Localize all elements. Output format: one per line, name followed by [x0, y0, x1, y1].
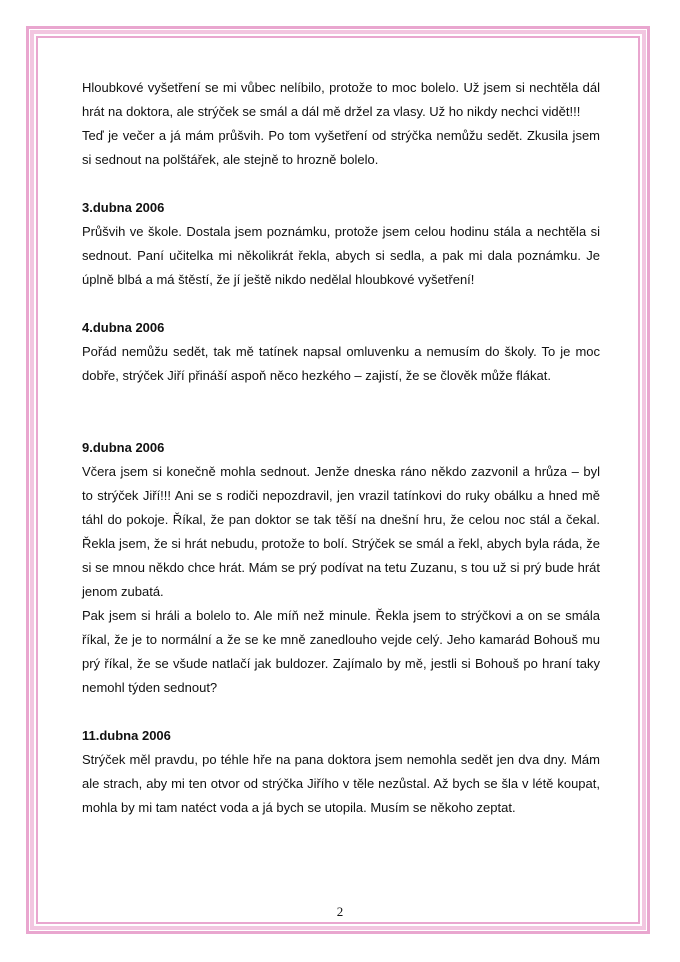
entry-paragraph: Pořád nemůžu sedět, tak mě tatínek napsal omluvenku a nemusím do školy. To je moc dobře, strýček Jiří přináší aspoň něco hezkého – zajistí, že se člověk může flákat. — [82, 344, 600, 383]
entry-date: 11.dubna 2006 — [82, 728, 171, 743]
entry-paragraph: Strýček měl pravdu, po téhle hře na pana doktora jsem nemohla sedět jen dva dny. Mám ale strach, aby mi ten otvor od strýčka Jiřího v těle nezůstal. Až bych se šla v létě koupat, mohla by mi tam natéct voda a já bych se utopila. Musím se někoho zeptat. — [82, 752, 600, 815]
entry-paragraph: Průšvih ve škole. Dostala jsem poznámku, protože jsem celou hodinu stála a nechtěla si sednout. Paní učitelka mi několikrát řekla, abych si sedla, a pak mi dala poznámku. Je úplně blbá a má štěstí, že jí ještě nikdo nedělal hloubkové vyšetření! — [82, 224, 600, 287]
entry-paragraph: Pak jsem si hráli a bolelo to. Ale míň než minule. Řekla jsem to strýčkovi a on se smála říkal, že je to normální a že se ke mně zanedlouho vejde celý. Jeho kamarád Bohouš mu prý říkal, že se všude natlačí jak buldozer. Zajímalo by mě, jestli si Bohouš po hraní taky nemohl týden sednout? — [82, 608, 600, 695]
entry-date: 9.dubna 2006 — [82, 440, 165, 455]
diary-content — [82, 76, 600, 820]
entry-date: 4.dubna 2006 — [82, 320, 165, 335]
intro-paragraph-1: Hloubkové vyšetření se mi vůbec nelíbilo, protože to moc bolelo. Už jsem si nechtěla dál hrát na doktora, ale strýček se smál a dál mě držel za vlasy. Už ho nikdy nechci vidět!!! — [82, 80, 600, 119]
diary-entry-apr-3 — [82, 196, 600, 292]
entry-date: 3.dubna 2006 — [82, 200, 165, 215]
diary-entry-apr-11 — [82, 724, 600, 820]
page-number: 2 — [336, 904, 344, 919]
intro-paragraph-2: Teď je večer a já mám průšvih. Po tom vyšetření od strýčka nemůžu sedět. Zkusila jsem si sednout na polštářek, ale stejně to hrozně bolelo. — [82, 128, 600, 167]
diary-entry-apr-9 — [82, 436, 600, 700]
entry-paragraph: Včera jsem si konečně mohla sednout. Jenže dneska ráno někdo zazvonil a hrůza – byl to strýček Jiří!!! Ani se s rodiči nepozdravil, jen vrazil tatínkovi do ruky obálku a hned mě táhl do pokoje. Říkal, že pan doktor se tak těší na dnešní hru, že celou noc stál a čekal. Řekla jsem, že si hrát nebudu, protože to bolí. Strýček se smál a řekl, abych byla ráda, že si se mnou někdo chce hrát. Mám se prý podívat na tetu Zuzanu, s tou už si prý bude hrát jenom zubatá. — [82, 464, 600, 599]
diary-entry-apr-4 — [82, 316, 600, 388]
